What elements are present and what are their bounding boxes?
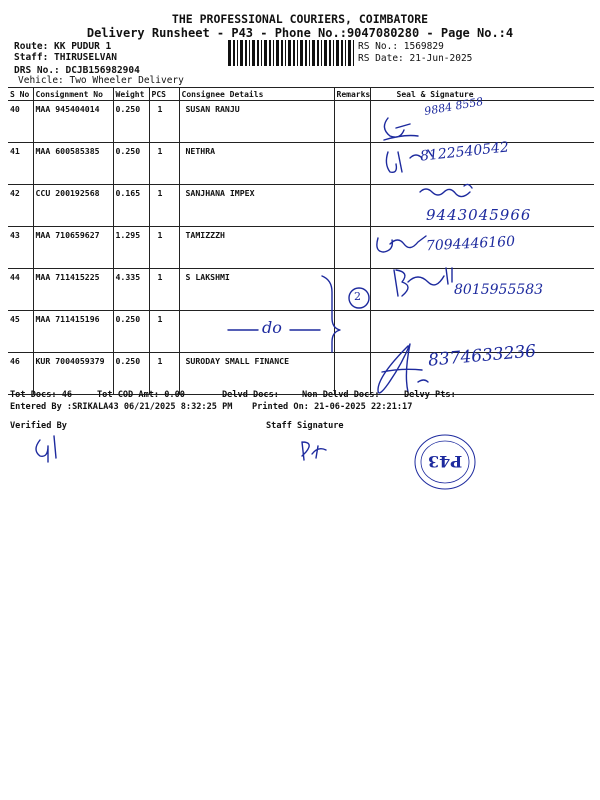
- row-weight: 0.250: [113, 101, 149, 143]
- barcode: [228, 40, 354, 66]
- row-weight: 4.335: [113, 269, 149, 311]
- rs-date: RS Date: 21-Jun-2025: [358, 53, 473, 64]
- row-sno: 46: [8, 353, 33, 395]
- table-row: [8, 101, 594, 143]
- row-consignment: MAA 711415196: [33, 311, 113, 353]
- route-label: Route: KK PUDUR 1: [14, 41, 112, 52]
- col-consignee: Consignee Details: [179, 88, 334, 101]
- col-pcs: PCS: [149, 88, 179, 101]
- row-consignment: CCU 200192568: [33, 185, 113, 227]
- row-remarks: [334, 353, 370, 395]
- tot-cod-amt: Tot COD Amt: 0.00: [97, 390, 185, 400]
- row-consignment: MAA 711415225: [33, 269, 113, 311]
- verified-by-label: Verified By: [10, 421, 67, 431]
- staff-label: Staff: THIRUSELVAN: [14, 52, 117, 63]
- row-sno: 42: [8, 185, 33, 227]
- row-pcs: 1: [149, 143, 179, 185]
- row-weight: 0.250: [113, 143, 149, 185]
- row-consignment: MAA 600585385: [33, 143, 113, 185]
- stamp-text: P43: [428, 452, 463, 471]
- row-sno: 43: [8, 227, 33, 269]
- col-consignment: Consignment No: [33, 88, 113, 101]
- phone-handwritten: 8122540542: [419, 139, 510, 165]
- row-sno: 40: [8, 101, 33, 143]
- row-sno: 41: [8, 143, 33, 185]
- phone-handwritten: 9884 8558: [423, 94, 485, 119]
- ditto-mark: do: [262, 318, 282, 337]
- phone-handwritten: 7094446160: [425, 233, 516, 255]
- row-pcs: 1: [149, 185, 179, 227]
- row-remarks: [334, 269, 370, 311]
- row-consignment: MAA 945404014: [33, 101, 113, 143]
- phone-handwritten: 9443045966: [426, 206, 532, 224]
- row-remarks: [334, 143, 370, 185]
- printed-on: Printed On: 21-06-2025 22:21:17: [252, 402, 413, 412]
- staff-signature-mark: [302, 442, 326, 460]
- row-consignee: TAMIZZZH: [179, 227, 334, 269]
- row-consignee: [179, 311, 334, 353]
- staff-signature-label: Staff Signature: [266, 421, 344, 431]
- row-weight: 1.295: [113, 227, 149, 269]
- row-weight: 0.165: [113, 185, 149, 227]
- table-header-row: [8, 88, 594, 101]
- col-weight: Weight: [113, 88, 149, 101]
- tot-docs: Tot Docs: 46: [10, 390, 73, 400]
- verified-by-mark: [36, 436, 56, 462]
- row-pcs: 1: [149, 269, 179, 311]
- delivery-points: Delvy Pts:: [404, 390, 456, 400]
- rs-number: RS No.: 1569829: [358, 41, 444, 52]
- delivered-docs: Delvd Docs:: [222, 390, 279, 400]
- row-remarks: [334, 101, 370, 143]
- phone-handwritten: 8374633236: [427, 341, 537, 371]
- row-consignee: SURODAY SMALL FINANCE: [179, 353, 334, 395]
- row-sno: 45: [8, 311, 33, 353]
- row-pcs: 1: [149, 227, 179, 269]
- row-consignee: S LAKSHMI: [179, 269, 334, 311]
- runsheet-subtitle: Delivery Runsheet - P43 - Phone No.:9047080280 - Page No.:4: [86, 26, 514, 40]
- row-weight: 0.250: [113, 311, 149, 353]
- row-remarks: [334, 311, 370, 353]
- company-title: THE PROFESSIONAL COURIERS, COIMBATORE: [171, 12, 429, 26]
- row-pcs: 1: [149, 311, 179, 353]
- row-remarks: [334, 227, 370, 269]
- col-remarks: Remarks: [334, 88, 370, 101]
- vehicle-label: Vehicle: Two Wheeler Delivery: [18, 75, 184, 86]
- col-seal-signature: Seal & Signature: [370, 88, 594, 101]
- row-weight: 0.250: [113, 353, 149, 395]
- row-remarks: [334, 185, 370, 227]
- phone-handwritten: 8015955583: [454, 282, 544, 298]
- row-pcs: 1: [149, 101, 179, 143]
- drs-label: DRS No.: DCJB156982904: [14, 65, 140, 76]
- row-consignment: MAA 710659627: [33, 227, 113, 269]
- col-sno: S No: [8, 88, 33, 101]
- non-delivered-docs: Non Delvd Docs:: [302, 390, 380, 400]
- row-consignment: KUR 7004059379: [33, 353, 113, 395]
- row-sno: 44: [8, 269, 33, 311]
- row-consignee: NETHRA: [179, 143, 334, 185]
- bracket-count: 2: [354, 290, 361, 303]
- row-consignee: SANJHANA IMPEX: [179, 185, 334, 227]
- row-pcs: 1: [149, 353, 179, 395]
- entered-by: Entered By :SRIKALA43 06/21/2025 8:32:25 PM: [10, 402, 233, 412]
- row-consignee: SUSAN RANJU: [179, 101, 334, 143]
